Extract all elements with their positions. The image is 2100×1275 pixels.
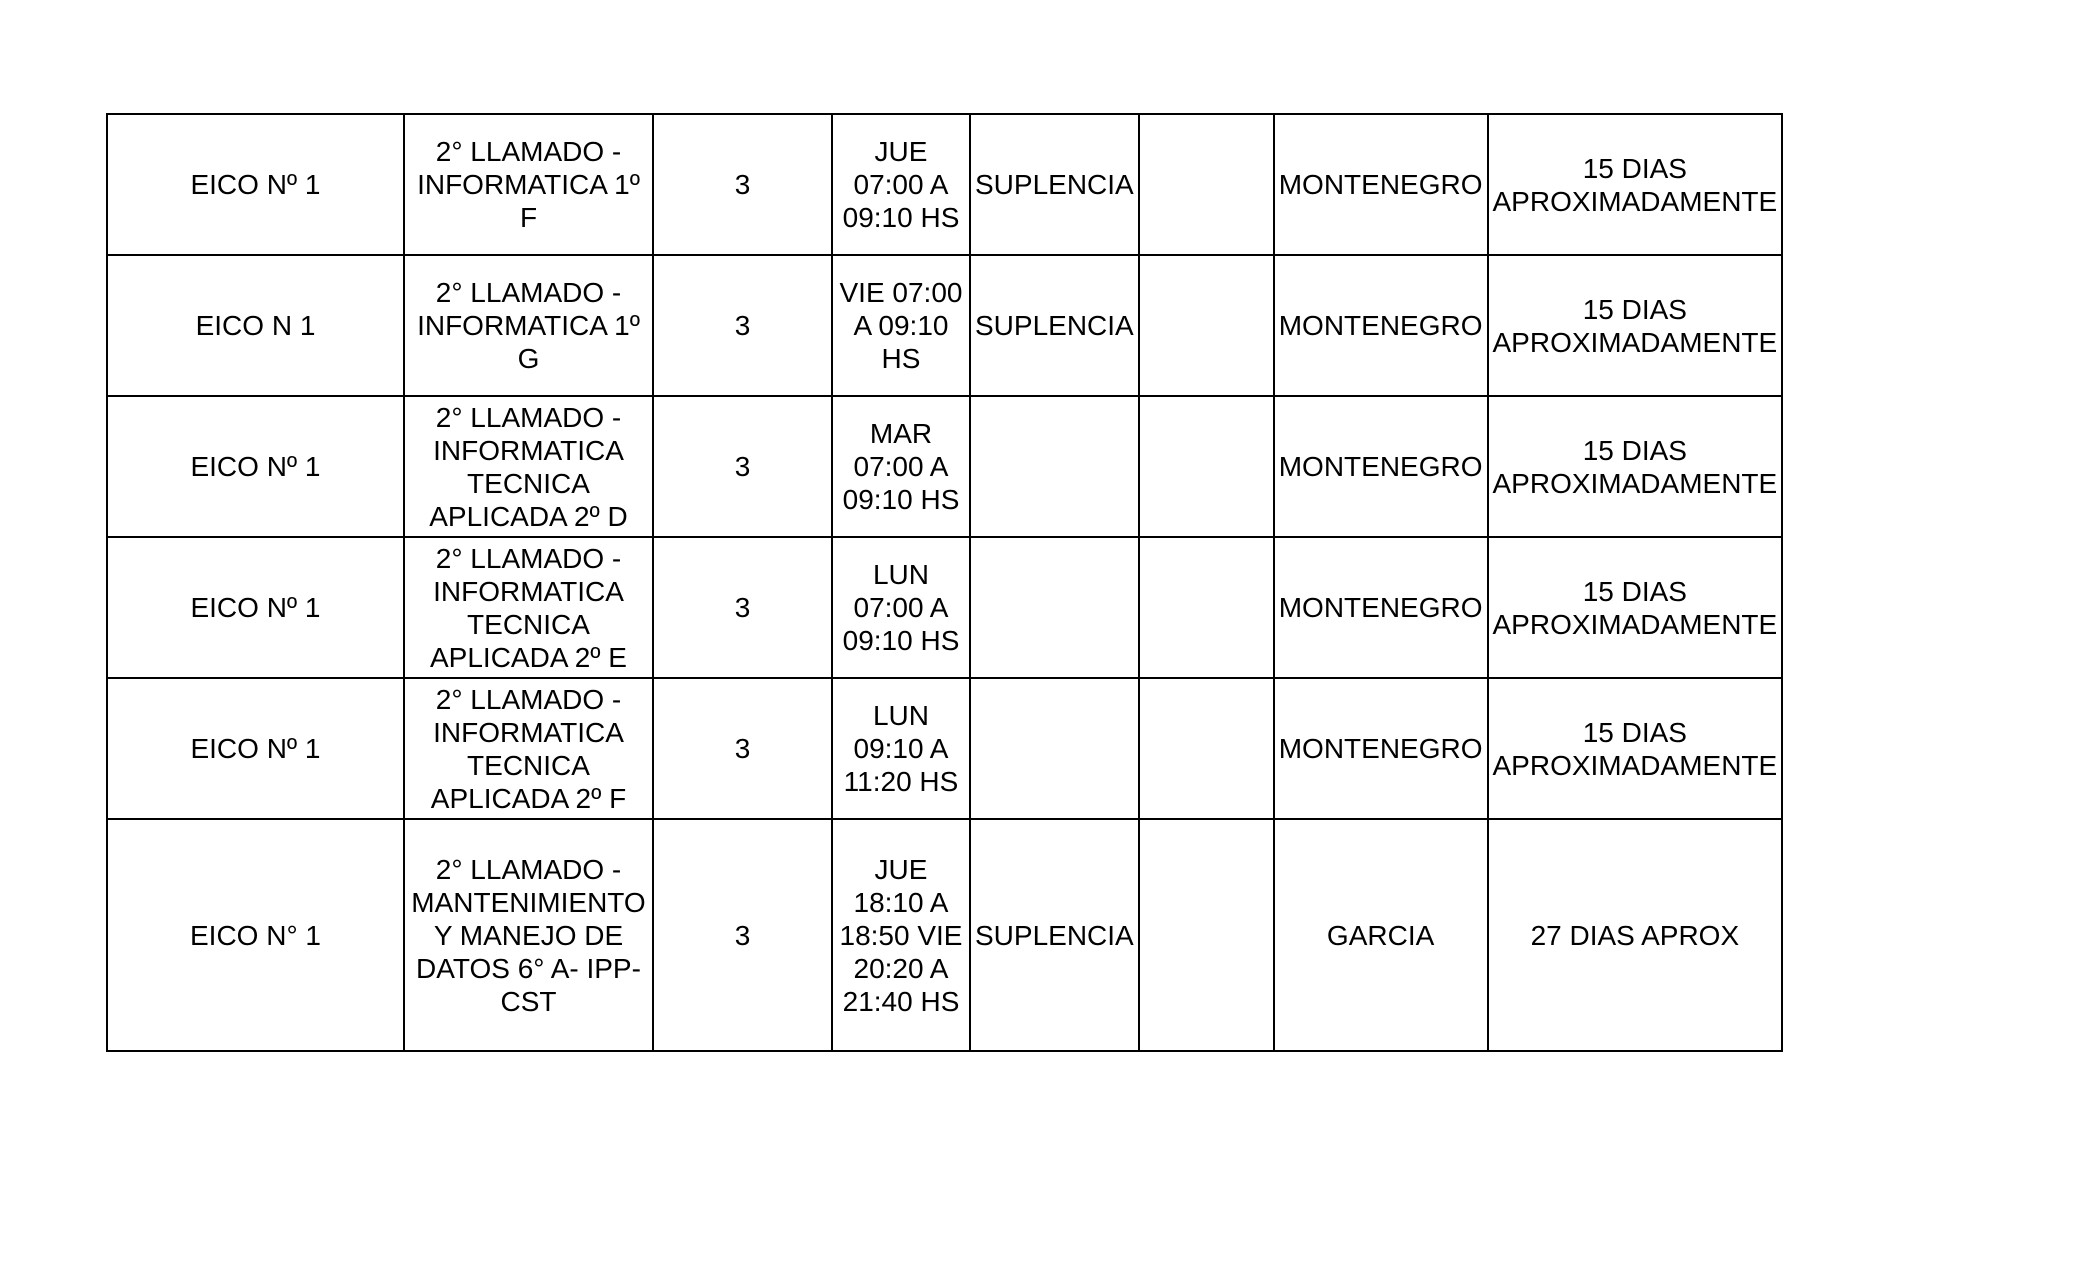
- teacher-cell: GARCIA: [1274, 819, 1488, 1051]
- blank-cell: [1139, 255, 1274, 396]
- hours-cell: 3: [653, 255, 832, 396]
- subject-cell: 2° LLAMADO - MANTENIMIENTO Y MANEJO DE DATOS 6° A- IPP-CST: [404, 819, 653, 1051]
- hours-cell: 3: [653, 819, 832, 1051]
- type-cell: [970, 678, 1139, 819]
- hours-cell: 3: [653, 537, 832, 678]
- subject-cell: 2° LLAMADO - INFORMATICA TECNICA APLICADA 2º D: [404, 396, 653, 537]
- schedule-cell: JUE 18:10 A 18:50 VIE 20:20 A 21:40 HS: [832, 819, 970, 1051]
- duration-cell: 15 DIAS APROXIMADAMENTE: [1488, 537, 1783, 678]
- teacher-cell: MONTENEGRO: [1274, 255, 1488, 396]
- table-row: [107, 819, 1782, 1051]
- subject-cell: 2° LLAMADO - INFORMATICA TECNICA APLICADA 2º F: [404, 678, 653, 819]
- school-cell: EICO Nº 1: [107, 678, 404, 819]
- school-cell: EICO N° 1: [107, 819, 404, 1051]
- type-cell: SUPLENCIA: [970, 819, 1139, 1051]
- teacher-cell: MONTENEGRO: [1274, 396, 1488, 537]
- school-cell: EICO N 1: [107, 255, 404, 396]
- blank-cell: [1139, 819, 1274, 1051]
- schedule-cell: LUN 09:10 A 11:20 HS: [832, 678, 970, 819]
- table-row: [107, 114, 1782, 255]
- subject-cell: 2° LLAMADO - INFORMATICA 1º F: [404, 114, 653, 255]
- type-cell: [970, 537, 1139, 678]
- school-cell: EICO Nº 1: [107, 537, 404, 678]
- blank-cell: [1139, 396, 1274, 537]
- table-row: [107, 255, 1782, 396]
- subject-cell: 2° LLAMADO - INFORMATICA TECNICA APLICADA 2º E: [404, 537, 653, 678]
- table-row: [107, 537, 1782, 678]
- school-cell: EICO Nº 1: [107, 114, 404, 255]
- schedule-cell: LUN 07:00 A 09:10 HS: [832, 537, 970, 678]
- blank-cell: [1139, 114, 1274, 255]
- teacher-cell: MONTENEGRO: [1274, 678, 1488, 819]
- table-row: [107, 678, 1782, 819]
- schedule-cell: VIE 07:00 A 09:10 HS: [832, 255, 970, 396]
- vacancy-table: [106, 113, 1783, 1052]
- hours-cell: 3: [653, 396, 832, 537]
- school-cell: EICO Nº 1: [107, 396, 404, 537]
- duration-cell: 27 DIAS APROX: [1488, 819, 1783, 1051]
- duration-cell: 15 DIAS APROXIMADAMENTE: [1488, 255, 1783, 396]
- duration-cell: 15 DIAS APROXIMADAMENTE: [1488, 396, 1783, 537]
- duration-cell: 15 DIAS APROXIMADAMENTE: [1488, 114, 1783, 255]
- type-cell: SUPLENCIA: [970, 255, 1139, 396]
- teacher-cell: MONTENEGRO: [1274, 537, 1488, 678]
- blank-cell: [1139, 537, 1274, 678]
- hours-cell: 3: [653, 114, 832, 255]
- teacher-cell: MONTENEGRO: [1274, 114, 1488, 255]
- hours-cell: 3: [653, 678, 832, 819]
- schedule-cell: JUE 07:00 A 09:10 HS: [832, 114, 970, 255]
- type-cell: SUPLENCIA: [970, 114, 1139, 255]
- table-row: [107, 396, 1782, 537]
- duration-cell: 15 DIAS APROXIMADAMENTE: [1488, 678, 1783, 819]
- subject-cell: 2° LLAMADO - INFORMATICA 1º G: [404, 255, 653, 396]
- type-cell: [970, 396, 1139, 537]
- schedule-cell: MAR 07:00 A 09:10 HS: [832, 396, 970, 537]
- blank-cell: [1139, 678, 1274, 819]
